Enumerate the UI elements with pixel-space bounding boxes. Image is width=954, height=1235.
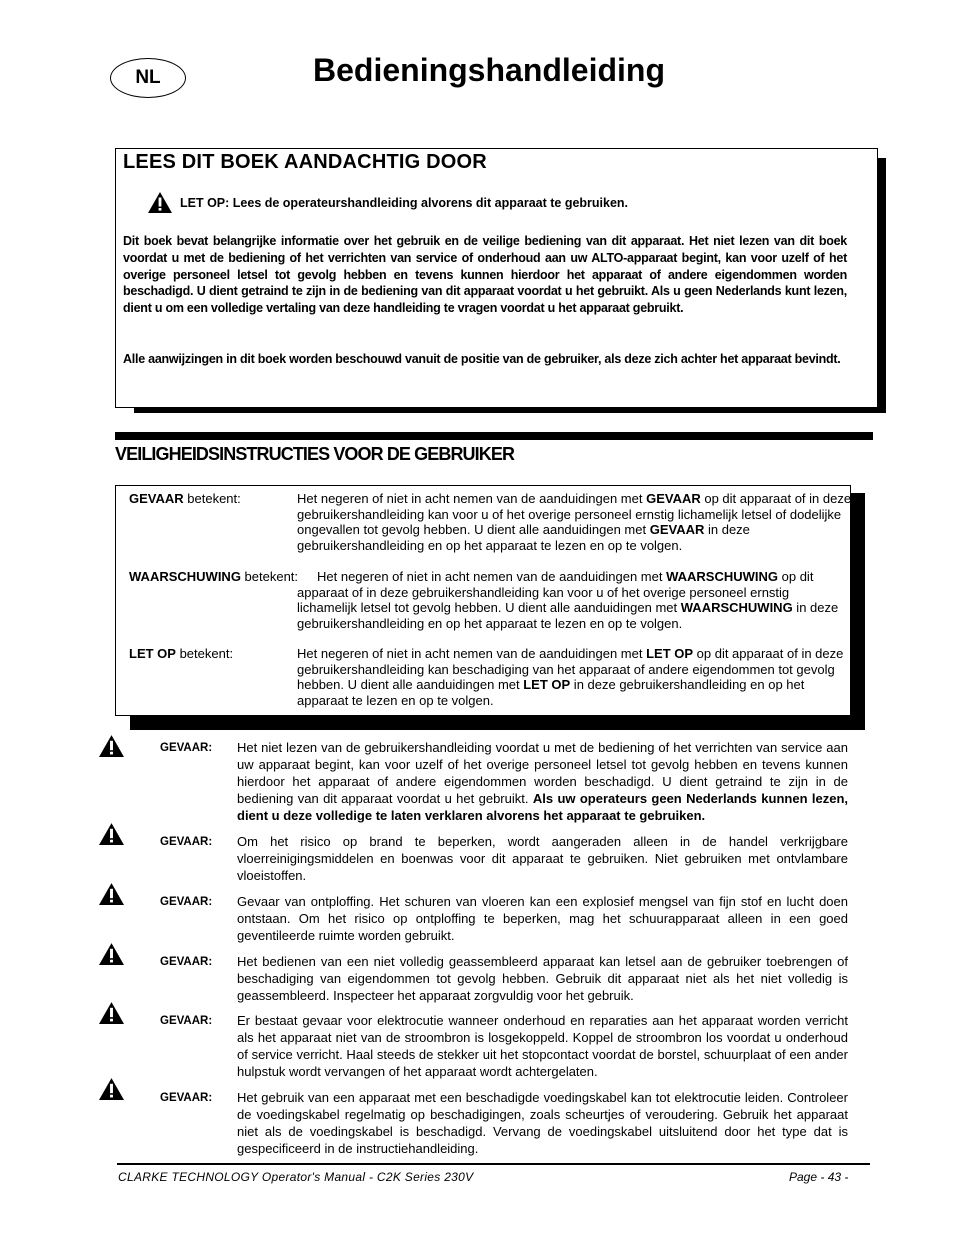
hazard-text: Het gebruik van een apparaat met een beschadigde voedingskabel kan tot elektrocutie leiden. Controleer de voedingskabel regelmatig op beschadigingen, zoals scheurtjes of veroudering. Gebruik het apparaat niet als de voedingskabel is beschadigd. Vervang de voedingskabel uitsluitend door het type dat is gespecificeerd in de instructiehandleiding. (237, 1090, 848, 1156)
notice-box-heading: LEES DIT BOEK AANDACHTIG DOOR (123, 151, 487, 173)
hazard-text: Om het risico op brand te beperken, wordt aangeraden alleen in de handel verkrijgbare vloerreinigingsmiddelen en boenwas voor dit apparaat te gebruiken. Niet gebruiken met ontvlambare vloeistoffen. (237, 834, 848, 883)
warning-triangle-icon (99, 823, 124, 845)
warning-triangle-icon (99, 1078, 124, 1100)
hazard-label: GEVAAR: (160, 956, 213, 968)
footer-manual-title: CLARKE TECHNOLOGY Operator's Manual - C2K Series 230V (118, 1170, 474, 1184)
hazard-label: GEVAAR: (160, 742, 213, 754)
warning-triangle-icon (99, 883, 124, 905)
definition-text-let-op: Het negeren of niet in acht nemen van de aanduidingen met LET OP op dit apparaat of in deze gebruikershandleiding kan beschadiging van het apparaat of andere eigendommen tot gevolg hebben. U dient alle aanduidingen met LET OP in deze gebruikershandleiding en op het apparaat te lezen en op te volgen. (297, 646, 844, 708)
definition-term-gevaar: GEVAAR betekent: (129, 491, 241, 506)
definition-term-let-op: LET OP betekent: (129, 646, 234, 661)
caution-text: LET OP: Lees de operateurshandleiding alvorens dit apparaat te gebruiken. (180, 195, 629, 210)
warning-triangle-icon (99, 1002, 124, 1024)
section-divider (115, 432, 873, 440)
definition-text-gevaar: Het negeren of niet in acht nemen van de aanduidingen met GEVAAR op dit apparaat of in deze gebruikershandleiding kan voor u of het overige personeel ernstig lichamelijk letsel of dodelijke ongevallen tot gevolg hebben. U dient alle aanduidingen met GEVAAR in deze gebruikershandleiding en op het apparaat te lezen en op te volgen. (297, 491, 852, 553)
hazard-text: Het bedienen van een niet volledig geassembleerd apparaat kan letsel aan de gebruiker toebrengen of beschadiging van eigendommen tot gevolg hebben. Gebruik dit apparaat niet als het niet volledig is geassembleerd. Inspecteer het apparaat zorgvuldig voor het gebruik. (237, 954, 848, 1003)
hazard-text: Gevaar van ontploffing. Het schuren van vloeren kan een explosief mengsel van fijn stof en lucht doen ontstaan. Om het risico op ontploffing te beperken, mag het schuurapparaat alleen in een goed geventileerde ruimte worden gebruikt. (237, 894, 848, 943)
definition-term-waarschuwing: WAARSCHUWING betekent: (129, 569, 299, 584)
language-badge: NL (110, 58, 186, 98)
footer-page-number: Page - 43 - (789, 1170, 849, 1184)
hazard-text: Er bestaat gevaar voor elektrocutie wanneer onderhoud en reparaties aan het apparaat worden verricht als het apparaat niet van de stroombron is losgekoppeld. Koppel de stroombron los voordat u onderhoud of service verricht. Haal steeds de stekker uit het stopcontact voordat de borstel, schuurplaat of een ander hulpstuk wordt vervangen of het apparaat wordt achtergelaten. (237, 1013, 848, 1079)
notice-paragraph-2: Alle aanwijzingen in dit boek worden beschouwd vanuit de positie van de gebruiker, als deze zich achter het apparaat bevindt. (123, 352, 841, 366)
warning-triangle-icon (148, 192, 172, 213)
hazard-label: GEVAAR: (160, 836, 213, 848)
footer-rule (117, 1163, 870, 1165)
caution-line (148, 192, 628, 213)
hazard-label: GEVAAR: (160, 896, 213, 908)
notice-paragraph-1: Dit boek bevat belangrijke informatie over het gebruik en de veilige bediening van dit apparaat. Het niet lezen van dit boek voordat u met de bediening of het verrichten van service of onderhoud aan uw ALTO-apparaat begint, kan voor uzelf of het overige personeel letsel tot gevolg hebben en tevens kunnen hierdoor het apparaat of andere eigendommen worden beschadigd. U dient getraind te zijn in de bediening van dit apparaat voordat u het gebruikt. Als u geen Nederlands kunt lezen, dient u om een volledige vertaling van deze handleiding te vragen voordat u het apparaat gebruikt. (123, 234, 847, 316)
warning-triangle-icon (99, 943, 124, 965)
hazard-label: GEVAAR: (160, 1015, 213, 1027)
definition-text-waarschuwing: Het negeren of niet in acht nemen van de aanduidingen met WAARSCHUWING op dit apparaat of in deze gebruikershandleiding kan voor u of het overige personeel ernstig lichamelijk letsel tot gevolg hebben. U dient alle aanduidingen met WAARSCHUWING in deze gebruikershandleiding en op het apparaat te lezen en op te volgen. (297, 569, 839, 631)
hazard-text: Het niet lezen van de gebruikershandleiding voordat u met de bediening of het verrichten van service aan uw apparaat begint, kan voor uzelf of het overige personeel letsel tot gevolg hebben en tevens kunnen hierdoor het apparaat of andere eigendommen worden beschadigd. U dient getraind te zijn in de bediening van dit apparaat voordat u het gebruikt. Als uw operateurs geen Nederlands kunnen lezen, dient u deze volledige te laten verklaren alvorens het apparaat te gebruiken. (237, 740, 848, 823)
safety-section-heading: VEILIGHEIDSINSTRUCTIES VOOR DE GEBRUIKER (115, 444, 515, 464)
page-title: Bedieningshandleiding (313, 52, 666, 88)
hazard-label: GEVAAR: (160, 1092, 213, 1104)
warning-triangle-icon (99, 735, 124, 757)
